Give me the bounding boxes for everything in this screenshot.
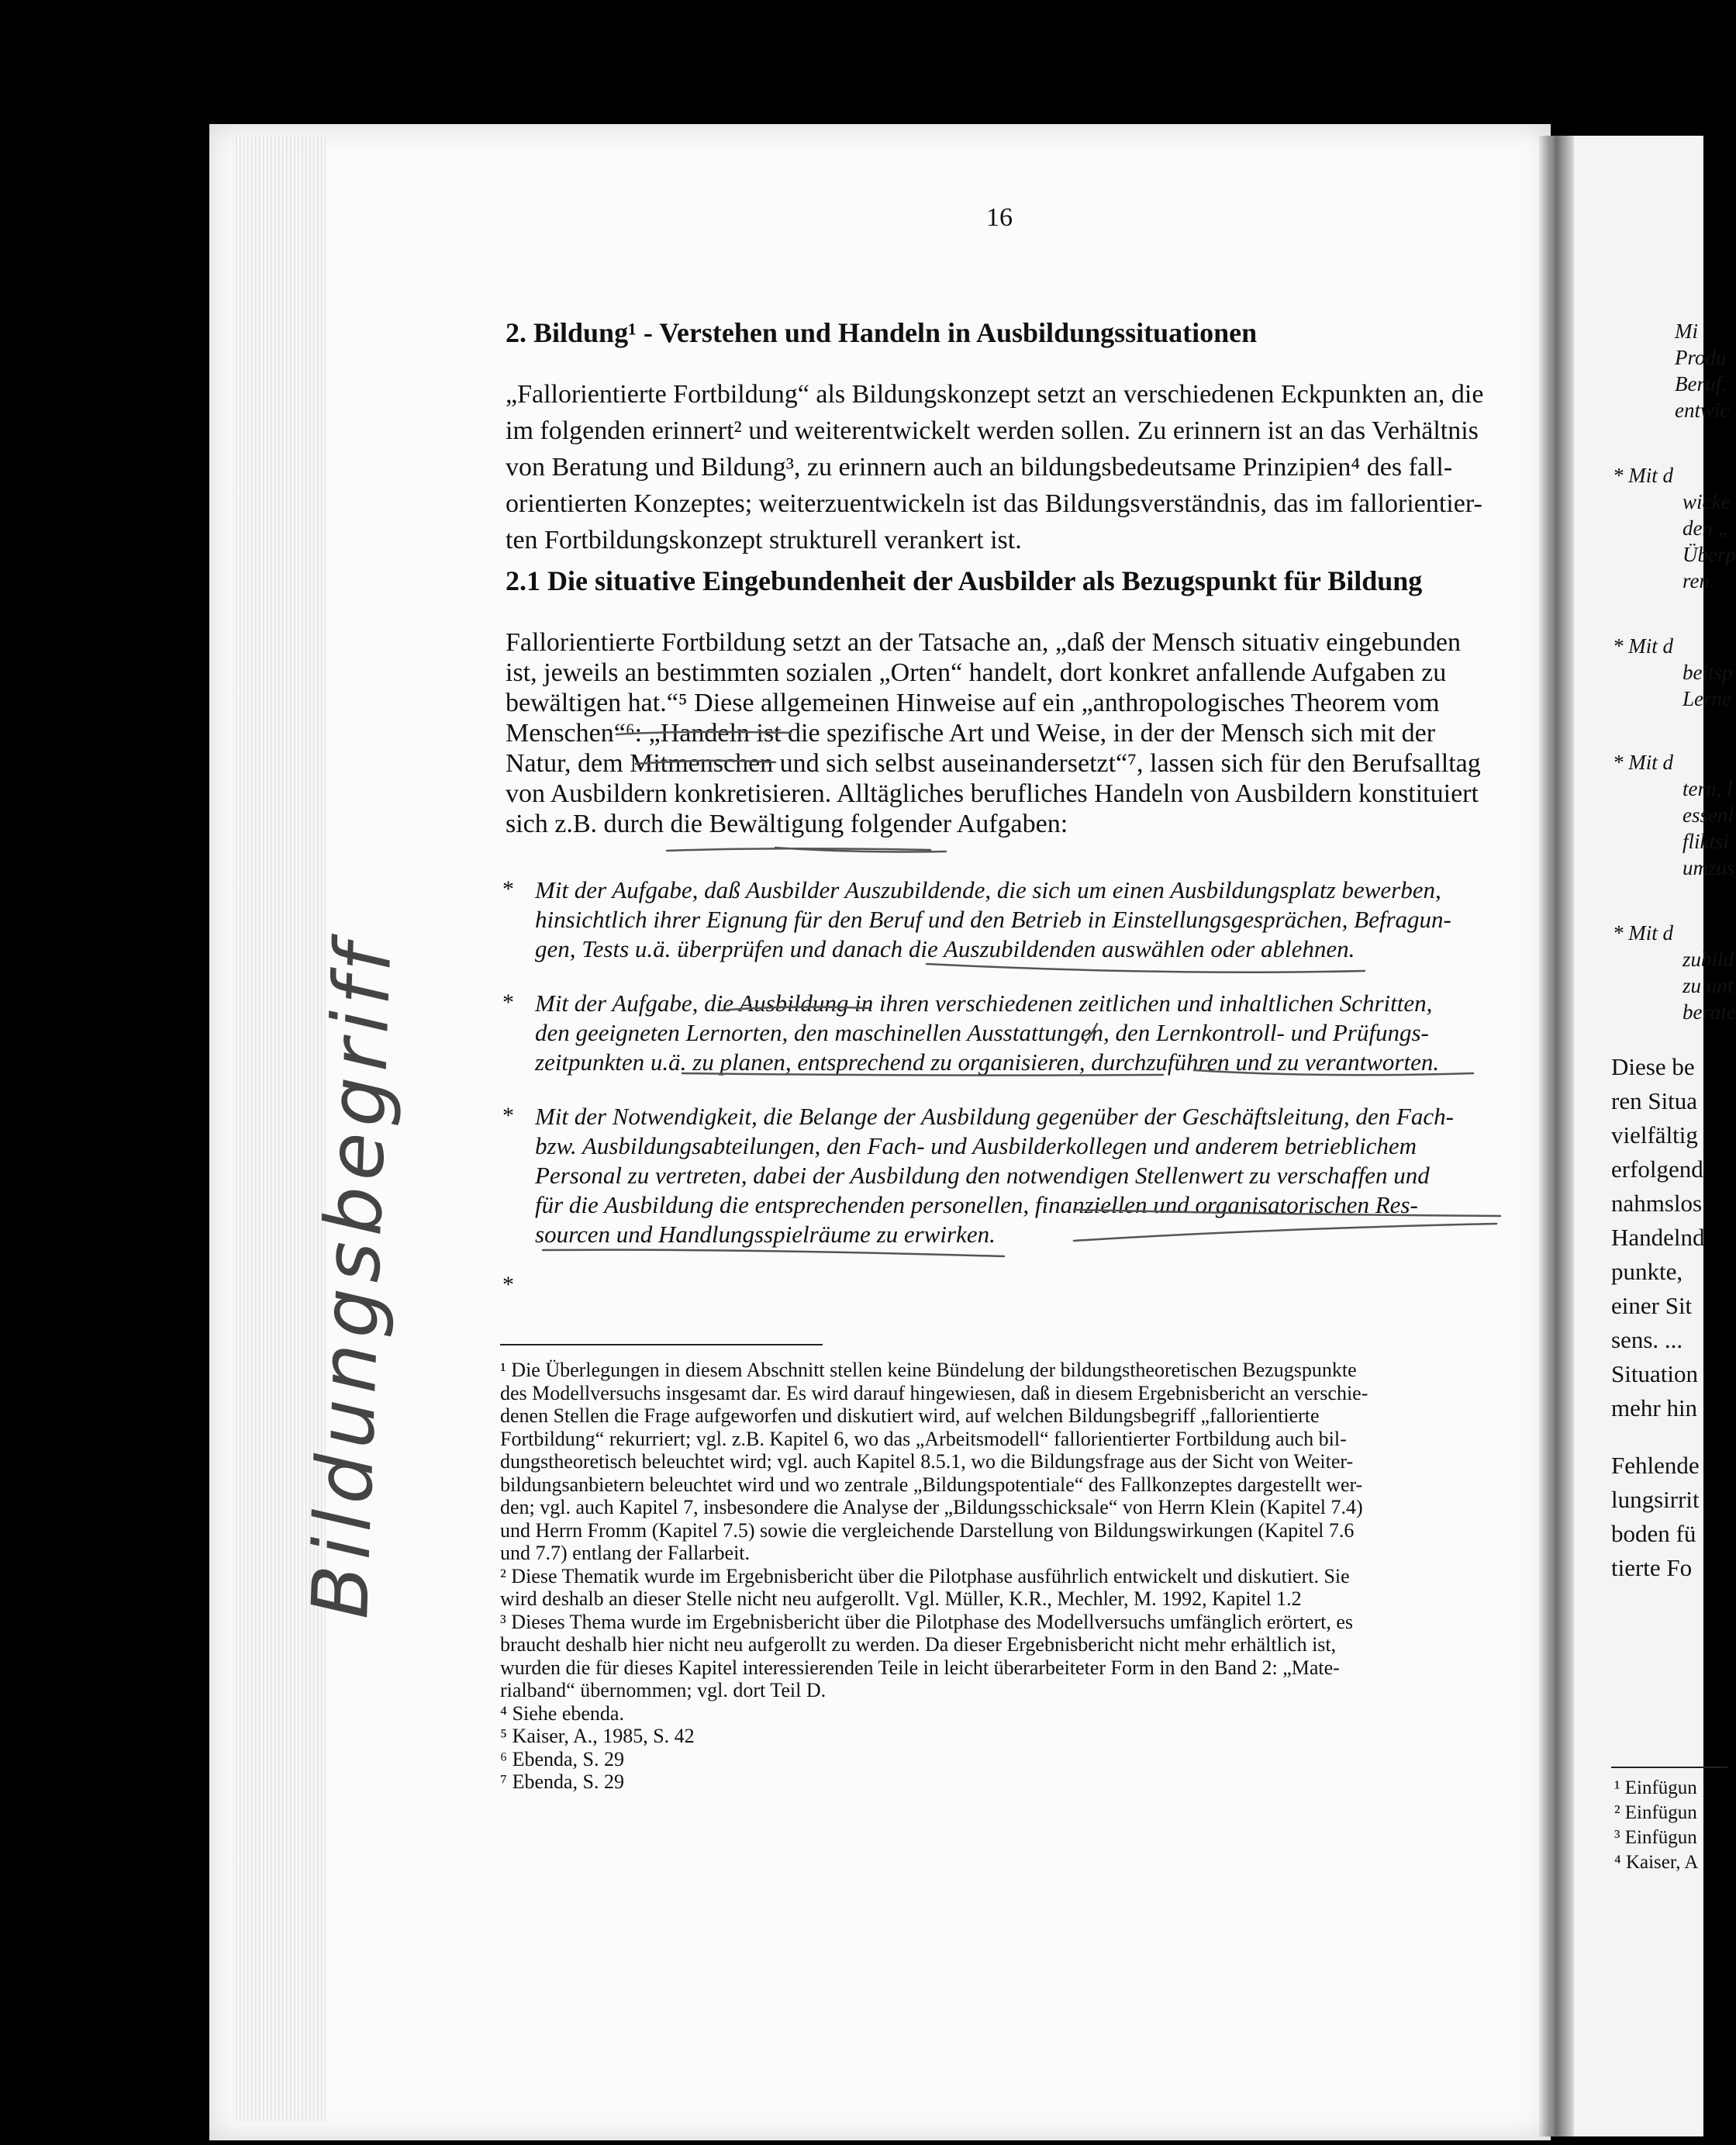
- right-page-italic-fragment: zu unt: [1683, 974, 1734, 997]
- para-line: Natur, dem Mitmenschen und sich selbst auseinandersetzt“⁷, lassen sich für den Berufsalltag: [506, 749, 1481, 778]
- footnote-line: ⁵ Kaiser, A., 1985, S. 42: [500, 1725, 695, 1747]
- footnote-line: ³ Dieses Thema wurde im Ergebnisbericht über die Pilotphase des Modellversuchs umfänglich erörtert, es: [500, 1610, 1353, 1633]
- right-page-body-fragment: Situation: [1611, 1360, 1698, 1387]
- intro-line: im folgenden erinnert² und weiterentwickelt werden sollen. Zu erinnern ist an das Verhältnis: [506, 416, 1479, 445]
- right-page-body-fragment: lungsirrit: [1611, 1486, 1700, 1513]
- right-footnote-rule: [1611, 1767, 1727, 1768]
- bullet-line: Personal zu vertreten, dabei der Ausbildung den notwendigen Stellenwert zu verschaffen und: [535, 1162, 1430, 1189]
- footnote-line: bildungsanbietern beleuchtet wird und wo zentrale „Bildungspotentiale“ des Fallkonzeptes dargestellt wer-: [500, 1473, 1363, 1496]
- footnote-line: ¹ Die Überlegungen in diesem Abschnitt stellen keine Bündelung der bildungstheoretischen Bezugspunkte: [500, 1359, 1357, 1381]
- right-page-body-fragment: erfolgend: [1611, 1155, 1703, 1183]
- bullet-line: Mit der Aufgabe, die Ausbildung in ihren verschiedenen zeitlichen und inhaltlichen Schritten,: [535, 990, 1433, 1017]
- intro-line: orientierten Konzeptes; weiterzuentwickeln ist das Bildungsverständnis, das im fallorientier-: [506, 489, 1482, 518]
- right-page-body-fragment: sens. ...: [1611, 1326, 1683, 1353]
- footnote-line: wurden die für dieses Kapitel interessierenden Teile in leicht überarbeiteter Form in den Band 2: „Mate-: [500, 1656, 1340, 1679]
- intro-line: ten Fortbildungskonzept strukturell verankert ist.: [506, 526, 1022, 554]
- footnote-line: ⁴ Siehe ebenda.: [500, 1701, 624, 1725]
- right-page-body-fragment: tierte Fo: [1611, 1554, 1693, 1581]
- right-page-footnote-fragment: ¹ Einfügun: [1614, 1777, 1697, 1798]
- bullet-marker: *: [502, 1272, 514, 1297]
- footnote-line: und Herrn Fromm (Kapitel 7.5) sowie die vergleichende Darstellung von Bildungswirkungen (Kapitel 7.6: [500, 1518, 1355, 1542]
- right-page-italic-fragment: umzus: [1683, 856, 1735, 879]
- footnote-line: den; vgl. auch Kapitel 7, insbesondere die Analyse der „Bildungsschicksale“ von Herrn Klein (Kapitel 7.4): [500, 1496, 1363, 1518]
- right-page-body-fragment: vielfältig: [1611, 1121, 1698, 1148]
- bullet-line: gen, Tests u.ä. überprüfen und danach die Auszubildenden auswählen oder ablehnen.: [535, 935, 1355, 962]
- footnote-line: des Modellversuchs insgesamt dar. Es wird darauf hingewiesen, daß in diesem Ergebnisbericht an verschie-: [500, 1381, 1368, 1404]
- page-number: 16: [986, 203, 1013, 232]
- footnote-rule: [500, 1344, 823, 1345]
- right-page-body-fragment: boden fü: [1611, 1520, 1696, 1547]
- right-page-italic-fragment: den „: [1683, 516, 1730, 540]
- bullet-line: zeitpunkten u.ä. zu planen, entsprechend zu organisieren, durchzuführen und zu verantworten.: [535, 1048, 1440, 1076]
- right-page-italic-fragment: * Mit d: [1613, 751, 1673, 774]
- right-page-body-fragment: nahmslos: [1611, 1190, 1703, 1217]
- right-page-italic-fragment: Mi: [1675, 320, 1698, 343]
- footnote-line: denen Stellen die Frage aufgeworfen und diskutiert wird, auf welchen Bildungsbegriff „fallorientierte: [500, 1404, 1320, 1427]
- footnote-line: und 7.7) entlang der Fallarbeit.: [500, 1542, 751, 1564]
- footnote-line: Fortbildung“ rekurriert; vgl. z.B. Kapitel 6, wo das „Arbeitsmodell“ fallorientierter Fortbildung auch bil-: [500, 1427, 1347, 1450]
- right-page-italic-fragment: beitsp: [1683, 661, 1733, 684]
- para-line: Fallorientierte Fortbildung setzt an der Tatsache an, „daß der Mensch situativ eingebunden: [506, 628, 1461, 657]
- book-gutter: [1539, 136, 1574, 2136]
- right-page-body-fragment: Handelnd: [1611, 1224, 1705, 1251]
- bullet-marker: *: [502, 990, 514, 1015]
- right-page-italic-fragment: * Mit d: [1613, 464, 1673, 487]
- intro-line: „Fallorientierte Fortbildung“ als Bildungskonzept setzt an verschiedenen Eckpunkten an, die: [506, 380, 1484, 409]
- right-page-italic-fragment: ren.: [1683, 569, 1715, 592]
- right-page-body-fragment: ren Situa: [1611, 1087, 1698, 1114]
- footnote-line: ⁶ Ebenda, S. 29: [500, 1747, 624, 1770]
- right-page-italic-fragment: Lerne: [1683, 687, 1731, 710]
- bullet-line: für die Ausbildung die entsprechenden personellen, finanziellen und organisatorischen Res-: [535, 1191, 1418, 1218]
- right-page-body-fragment: mehr hin: [1611, 1394, 1698, 1421]
- footnote-line: wird deshalb an dieser Stelle nicht neu aufgerollt. Vgl. Müller, K.R., Mechler, M. 1992, Kapitel 1.2: [500, 1587, 1302, 1610]
- footnote-line: dungstheoretisch beleuchtet wird; vgl. auch Kapitel 8.5.1, wo die Bildungsfrage aus der Sicht von Weiter-: [500, 1450, 1354, 1473]
- footnote-line: rialband“ übernommen; vgl. dort Teil D.: [500, 1679, 827, 1701]
- right-page-footnote-fragment: ² Einfügun: [1614, 1802, 1697, 1823]
- right-page-italic-fragment: entwic: [1675, 399, 1730, 422]
- bullet-line: hinsichtlich ihrer Eignung für den Beruf und den Betrieb in Einstellungsgesprächen, Befragun-: [535, 906, 1451, 933]
- subsection-heading: 2.1 Die situative Eingebundenheit der Ausbilder als Bezugspunkt für Bildung: [506, 565, 1423, 596]
- section-heading: 2. Bildung¹ - Verstehen und Handeln in Ausbildungssituationen: [506, 317, 1258, 348]
- right-page-italic-fragment: essenl: [1683, 803, 1734, 827]
- para-line: bewältigen hat.“⁵ Diese allgemeinen Hinweise auf ein „anthropologisches Theorem vom: [506, 689, 1440, 717]
- bullet-line: Mit der Aufgabe, daß Ausbilder Auszubildende, die sich um einen Ausbildungsplatz bewerben,: [535, 876, 1441, 903]
- bullet-line: Mit der Notwendigkeit, die Belange der Ausbildung gegenüber der Geschäftsleitung, den Fach-: [535, 1103, 1454, 1130]
- bullet-marker: *: [502, 876, 514, 902]
- right-page-italic-fragment: Produ: [1675, 346, 1727, 369]
- para-line: ist, jeweils an bestimmten sozialen „Orten“ handelt, dort konkret anfallende Aufgaben zu: [506, 658, 1447, 687]
- right-page-body-fragment: punkte,: [1611, 1258, 1683, 1285]
- right-page-italic-fragment: * Mit d: [1613, 634, 1673, 658]
- bullet-line: sourcen und Handlungsspielräume zu erwirken.: [535, 1221, 996, 1248]
- right-page-italic-fragment: * Mit d: [1613, 921, 1673, 945]
- right-page-italic-fragment: tern, l: [1683, 777, 1733, 800]
- right-page-body-fragment: Fehlende: [1611, 1452, 1700, 1479]
- handwritten-margin-note: Bildungsbegriff: [295, 936, 409, 1621]
- para-line: von Ausbildern konkretisieren. Alltägliches berufliches Handeln von Ausbildern konstituiert: [506, 779, 1479, 808]
- right-page-italic-fragment: berate: [1683, 1000, 1736, 1024]
- bullet-marker: *: [502, 1103, 514, 1128]
- right-page-body-fragment: Diese be: [1611, 1053, 1695, 1080]
- bullet-line: den geeigneten Lernorten, den maschinellen Ausstattungen, den Lernkontroll- und Prüfungs-: [535, 1019, 1429, 1046]
- para-line: sich z.B. durch die Bewältigung folgender Aufgaben:: [506, 810, 1068, 838]
- right-page-italic-fragment: zubild: [1683, 948, 1734, 971]
- right-page-italic-fragment: wicke: [1683, 490, 1731, 513]
- right-page-footnote-fragment: ³ Einfügun: [1614, 1827, 1697, 1848]
- right-page-italic-fragment: fliktsi: [1683, 830, 1729, 853]
- footnote-line: ⁷ Ebenda, S. 29: [500, 1770, 624, 1793]
- intro-line: von Beratung und Bildung³, zu erinnern auch an bildungsbedeutsame Prinzipien⁴ des fall-: [506, 453, 1453, 482]
- right-page-italic-fragment: Beruf.: [1675, 372, 1727, 395]
- bullet-line: bzw. Ausbildungsabteilungen, den Fach- und Ausbilderkollegen und anderem betrieblichem: [535, 1132, 1417, 1159]
- footnote-line: ² Diese Thematik wurde im Ergebnisbericht über die Pilotphase ausführlich entwickelt und diskutiert. Sie: [500, 1564, 1350, 1587]
- para-line: Menschen“⁶: „Handeln ist die spezifische Art und Weise, in der der Mensch sich mit der: [506, 719, 1436, 748]
- right-page-body-fragment: einer Sit: [1611, 1292, 1693, 1319]
- right-page-footnote-fragment: ⁴ Kaiser, A: [1614, 1852, 1699, 1873]
- footnote-line: braucht deshalb hier nicht neu aufgerollt zu werden. Da dieser Ergebnisbericht nicht mehr erhältlich ist,: [500, 1633, 1337, 1656]
- right-page-italic-fragment: Überp: [1683, 543, 1736, 566]
